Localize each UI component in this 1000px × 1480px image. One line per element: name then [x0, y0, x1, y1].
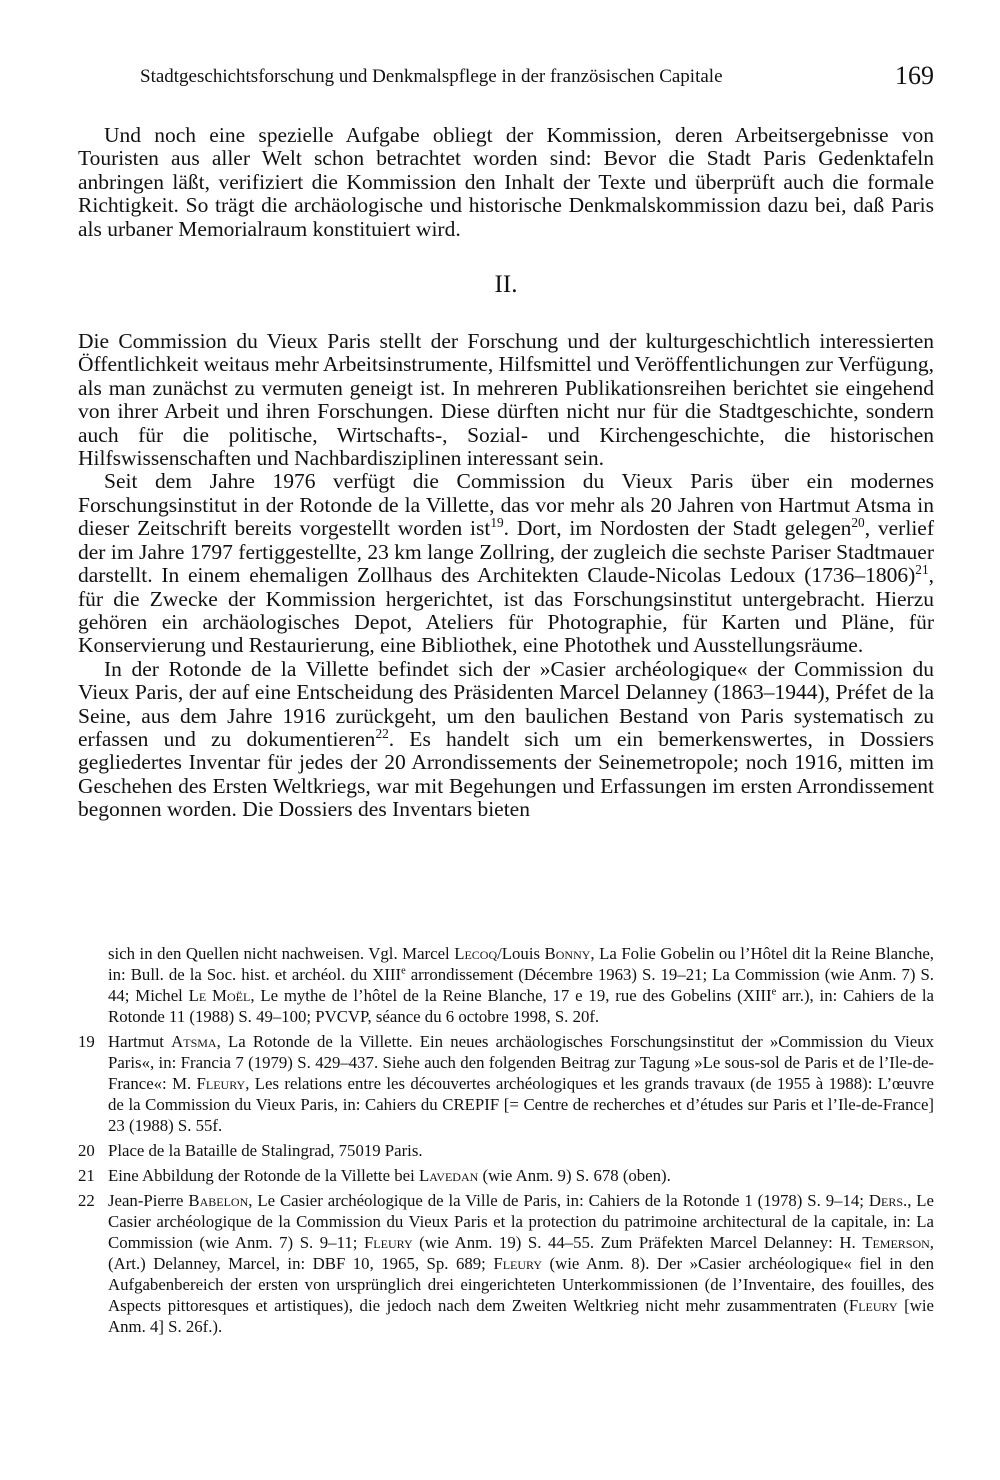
running-head: Stadtgeschichtsforschung und Denkmalspflege in der französischen Capitale	[140, 66, 723, 87]
superscript: e	[401, 965, 406, 977]
section-heading: II.	[494, 271, 518, 299]
fn22-text-5: , (Art.) Delanney, Marcel, in: DBF 10, 1965, Sp. 689;	[108, 1233, 934, 1273]
fn22-text-7: [wie Anm. 4] S. 26f.).	[108, 1296, 934, 1336]
footnote-number: 21	[78, 1166, 95, 1185]
author-name: Bonny	[544, 944, 591, 963]
author-name: Fleury	[493, 1254, 543, 1273]
author-name: Le Moël	[188, 986, 251, 1005]
paragraph-3-text-a: Seit dem Jahre 1976 verfügt die Commission du Vieux Paris über ein modernes Forschungsinstitut in der Rotonde de la Villette, das vor mehr als 20 Jahren von Hartmut Atsma in dieser Zeitschrift bereits vorgestellt worden ist	[78, 469, 934, 541]
author-name: Fleury	[363, 1233, 413, 1252]
footnote-ref-20: 20	[851, 515, 865, 531]
page-number: 169	[895, 61, 934, 90]
main-text	[78, 124, 934, 822]
fn-cont-text-2: /Louis	[497, 944, 545, 963]
author-name: Fleury	[196, 1074, 246, 1093]
paragraph-3-text-b: . Dort, im Nordosten der Stadt gelegen	[503, 516, 852, 541]
fn22-text-3: , Le Casier archéologique de la Commission du Vieux Paris et la protection du patrimoine architectural de la capitale, in: La Commission (wie Anm. 7) S. 9–11;	[108, 1191, 935, 1252]
author-name: Ders.	[868, 1191, 908, 1210]
paragraph-3-text-c: , verlief der im Jahre 1797 fertiggestellte, 23 km lange Zollring, der zugleich die sechste Pariser Stadtmauer darstellt. In einem ehemaligen Zollhaus des Architekten Claude-Nicolas Ledoux (1736–1806)	[78, 516, 934, 588]
paragraph-3-text-d: , für die Zwecke der Kommission hergerichtet, ist das Forschungsinstitut untergebracht. Hierzu gehören ein archäologisches Depot, Ateliers für Photographie, für Karten und Pläne, für Konservierung und Restaurierung, eine Bibliothek, eine Photothek und Ausstellungsräume.	[78, 563, 934, 658]
fn19-text-2: , La Rotonde de la Villette. Ein neues archäologisches Forschungsinstitut der »Commission du Vieux Paris«, in: Francia 7 (1979) S. 429–437. Siehe auch den folgenden Beitrag zur Tagung »Le sous-sol de Paris et de l’Ile-de-France«: M.	[108, 1032, 935, 1093]
footnote-ref-22: 22	[375, 725, 389, 741]
author-name: Babelon	[188, 1191, 249, 1210]
footnotes	[78, 943, 934, 1341]
paragraph-4-text-a: In der Rotonde de la Villette befindet sich der »Casier archéologique« der Commission du Vieux Paris, der auf eine Entscheidung des Präsidenten Marcel Delanney (1863–1944), Préfet de la Seine, aus dem Jahre 1916 zurückgeht, um den baulichen Bestand von Paris systematisch zu erfassen und zu dokumentieren	[78, 656, 934, 751]
fn19-text-1: Hartmut	[108, 1032, 172, 1051]
fn22-text-1: Jean-Pierre	[108, 1191, 189, 1210]
footnote-continuation	[78, 943, 934, 1027]
footnote-20	[78, 1140, 934, 1161]
fn-cont-text-4: arrondissement (Décembre 1963) S. 19–21; La Commission (wie Anm. 7) S. 44; Michel	[108, 965, 934, 1005]
fn21-text-1: Eine Abbildung der Rotonde de la Villette bei	[108, 1166, 419, 1185]
fn-cont-text-3: , La Folie Gobelin ou l’Hôtel dit la Reine Blanche, in: Bull. de la Soc. hist. et archéol. du XIII	[108, 944, 934, 984]
paragraph-1: Und noch eine spezielle Aufgabe obliegt der Kommission, deren Arbeitsergebnisse von Touristen aus aller Welt schon betrachtet worden sind: Bevor die Stadt Paris Gedenktafeln anbringen läßt, verifiziert die Kommission den Inhalt der Texte und überprüft auch die formale Richtigkeit. So trägt die archäologische und historische Denkmalskommission dazu bei, daß Paris als urbaner Memorialraum konstituiert wird.	[78, 123, 934, 241]
footnote-19	[78, 1031, 934, 1136]
fn-cont-text-6: arr.), in: Cahiers de la Rotonde 11 (1988) S. 49–100; PVCVP, séance du 6 octobre 1998, S. 20f.	[108, 986, 934, 1026]
author-name: Temerson	[862, 1233, 930, 1252]
footnote-number: 19	[78, 1032, 95, 1051]
paragraph-3	[78, 470, 934, 657]
author-name: Lecoq	[454, 944, 498, 963]
footnote-ref-19: 19	[490, 515, 504, 531]
paragraph-2: Die Commission du Vieux Paris stellt der Forschung und der kulturgeschichtlich interessierten Öffentlichkeit weitaus mehr Arbeitsinstrumente, Hilfsmittel und Veröffentlichungen zur Verfügung, als man zunächst zu vermuten geneigt ist. In mehreren Publikationsreihen berichtet sie eingehend von ihrer Arbeit und ihren Forschungen. Diese dürften nicht nur für die Stadtgeschichte, sondern auch für die politische, Wirtschafts-, Sozial- und Kirchengeschichte, die historischen Hilfswissenschaften und Nachbardisziplinen interessant sein.	[78, 329, 934, 471]
fn-cont-text-1: sich in den Quellen nicht nachweisen. Vgl. Marcel	[108, 944, 455, 963]
footnote-21	[78, 1165, 934, 1186]
fn22-text-4: (wie Anm. 19) S. 44–55. Zum Präfekten Marcel Delanney: H.	[412, 1233, 863, 1252]
footnote-22	[78, 1190, 934, 1337]
fn22-text-6: (wie Anm. 8). Der »Casier archéologique« fiel in den Aufgabenbereich der ersten von ursprünglich drei eingerichteten Unterkommissionen (de l’Inventaire, des fouilles, des Aspects pittoresques et artistiques), die jedoch nach dem Zweiten Weltkrieg nicht mehr zusammentraten (	[108, 1254, 934, 1315]
fn19-text-3: , Les relations entre les découvertes archéologiques et les grands travaux (de 1955 à 1988): L’œuvre de la Commission du Vieux Paris, in: Cahiers du CREPIF [= Centre de recherches et d’études sur Paris et l’Ile-de-France] 23 (1988) S. 55f.	[108, 1074, 934, 1135]
fn21-text-2: (wie Anm. 9) S. 678 (oben).	[478, 1166, 671, 1185]
fn20-text-1: Place de la Bataille de Stalingrad, 75019 Paris.	[108, 1141, 423, 1160]
footnote-number: 20	[78, 1141, 95, 1160]
author-name: Atsma	[171, 1032, 217, 1051]
superscript: e	[771, 986, 777, 998]
author-name: Lavedan	[418, 1166, 479, 1185]
footnote-number: 22	[78, 1191, 95, 1210]
footnote-ref-21: 21	[915, 561, 929, 577]
author-name: Fleury	[848, 1296, 898, 1315]
paragraph-4-text-b: . Es handelt sich um ein bemerkenswertes, in Dossiers gegliedertes Inventar für jedes der 20 Arrondissements der Seinemetropole; noch 1916, mitten im Geschehen des Ersten Weltkriegs, war mit Begehungen und Erfassungen im ersten Arrondissement begonnen worden. Die Dossiers des Inventars bieten	[78, 726, 935, 822]
fn22-text-2: , Le Casier archéologique de la Ville de Paris, in: Cahiers de la Rotonde 1 (1978) S. 9–14;	[248, 1191, 869, 1210]
fn-cont-text-5: , Le mythe de l’hôtel de la Reine Blanche, 17 e 19, rue des Gobelins (XIII	[250, 986, 772, 1005]
paragraph-4	[78, 658, 934, 822]
